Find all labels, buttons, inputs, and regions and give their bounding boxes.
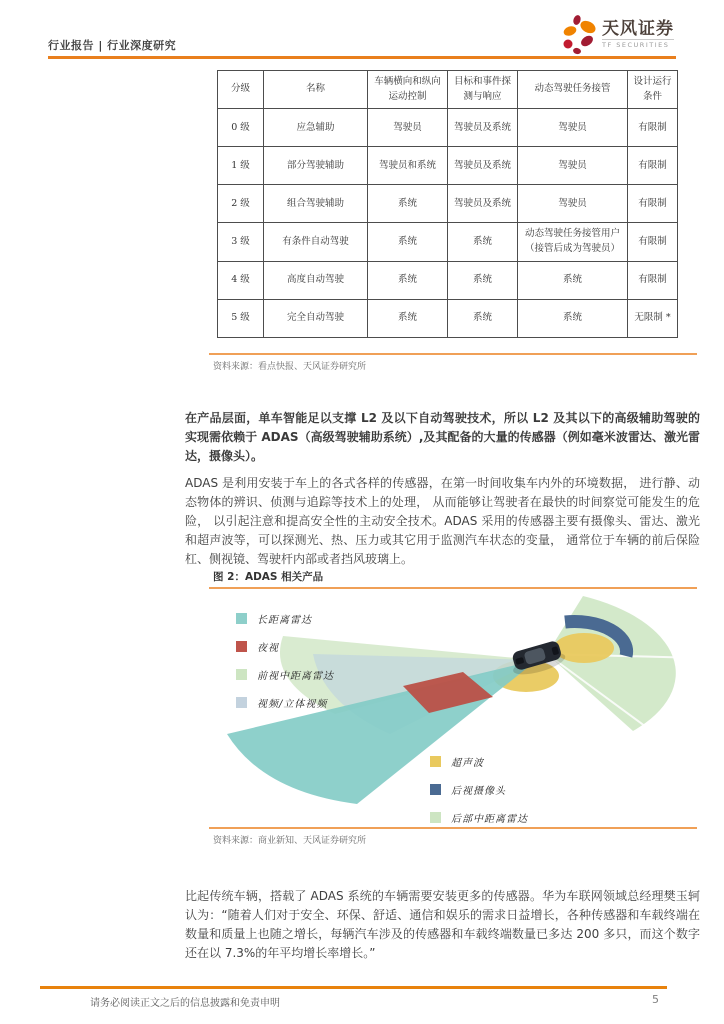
table-cell: 2 级 (218, 185, 264, 223)
legend-label: 后视摄像头 (451, 786, 506, 797)
table-cell: 无限制 * (628, 299, 678, 337)
report-breadcrumb: 行业报告 | 行业深度研究 (48, 39, 177, 52)
footer-page-number: 5 (652, 993, 659, 1006)
table-cell: 驾驶员 (518, 147, 628, 185)
figure-legend-left (236, 613, 334, 725)
legend-item (430, 784, 528, 795)
table-cell: 0 级 (218, 109, 264, 147)
table-cell: 系统 (448, 261, 518, 299)
figure-bottom-rule (209, 827, 697, 829)
table-source: 资料来源：看点快报、天风证券研究所 (213, 362, 367, 372)
legend-label: 夜视 (257, 643, 279, 654)
legend-label: 视频/立体视频 (257, 699, 328, 710)
table-cell: 1 级 (218, 147, 264, 185)
figure-top-rule (209, 587, 697, 589)
table-cell: 有限制 (628, 147, 678, 185)
table-cell: 高度自动驾驶 (264, 261, 368, 299)
table-cell: 组合驾驶辅助 (264, 185, 368, 223)
table-cell: 系统 (518, 261, 628, 299)
table-header-row (218, 71, 678, 109)
table-cell: 系统 (518, 299, 628, 337)
table-cell: 有限制 (628, 109, 678, 147)
table-row (218, 223, 678, 261)
legend-swatch-icon (236, 697, 247, 708)
table-row (218, 261, 678, 299)
paragraph-1: 在产品层面，单车智能足以支撑 L2 及以下自动驾驶技术，所以 L2 及其以下的高级辅助驾驶的实现需依赖于 ADAS（高级驾驶辅助系统）,及其配备的大量的传感器（例如毫米波雷达、激光雷达，摄像头）。 (185, 411, 700, 463)
legend-swatch-icon (430, 784, 441, 795)
footer-rule (40, 986, 667, 989)
table-cell: 系统 (448, 299, 518, 337)
adas-levels-table (217, 70, 678, 338)
table-cell: 驾驶员及系统 (448, 147, 518, 185)
table-column-header: 车辆横向和纵向运动控制 (368, 71, 448, 109)
legend-label: 超声波 (451, 758, 484, 769)
figure-source: 资料来源：商业新知、天风证券研究所 (213, 836, 367, 846)
table-cell: 驾驶员 (518, 109, 628, 147)
table-cell: 完全自动驾驶 (264, 299, 368, 337)
legend-label: 后部中距离雷达 (451, 814, 528, 825)
legend-swatch-icon (430, 756, 441, 767)
table-column-header: 动态驾驶任务接管 (518, 71, 628, 109)
brand-flower-icon (560, 14, 600, 56)
table-cell: 4 级 (218, 261, 264, 299)
paragraph-2: ADAS 是利用安装于车上的各式各样的传感器，在第一时间收集车内外的环境数据， 进行静、动态物体的辨识、侦测与追踪等技术上的处理， 从而能够让驾驶者在最快的时间察觉可能发生的危险， 以引起注意和提高安全性的主动安全技术。ADAS 采用的传感器主要有摄像头、雷达、激光和超声波等，可以探测光、热、压力或其它用于监测汽车状态的变量， 通常位于车辆的前后保险杠、侧视镜、驾驶杆内部或者挡风玻璃上。 (185, 476, 700, 566)
table-cell: 有限制 (628, 261, 678, 299)
table-row (218, 147, 678, 185)
table-cell: 系统 (368, 185, 448, 223)
table-cell: 5 级 (218, 299, 264, 337)
table-row (218, 109, 678, 147)
brand-subtitle: TF SECURITIES (602, 39, 674, 49)
table-cell: 应急辅助 (264, 109, 368, 147)
table-cell: 驾驶员和系统 (368, 147, 448, 185)
table-cell: 有限制 (628, 223, 678, 261)
table-cell: 驾驶员 (518, 185, 628, 223)
table-row (218, 299, 678, 337)
legend-label: 前视中距离雷达 (257, 671, 334, 682)
footer-disclaimer: 请务必阅读正文之后的信息披露和免责申明 (90, 998, 280, 1009)
table-cell: 部分驾驶辅助 (264, 147, 368, 185)
table-cell: 系统 (448, 223, 518, 261)
legend-item (236, 641, 334, 652)
table-column-header: 分级 (218, 71, 264, 109)
table-cell: 3 级 (218, 223, 264, 261)
table-cell: 驾驶员及系统 (448, 109, 518, 147)
adas-products-figure (185, 596, 700, 825)
brand-logo (560, 14, 690, 56)
table-cell: 系统 (368, 299, 448, 337)
table-cell: 系统 (368, 223, 448, 261)
legend-swatch-icon (236, 641, 247, 652)
table-bottom-rule (209, 353, 697, 355)
legend-item (236, 669, 334, 680)
legend-swatch-icon (236, 613, 247, 624)
table-cell: 系统 (368, 261, 448, 299)
figure-title: 图 2：ADAS 相关产品 (213, 571, 324, 583)
legend-item (236, 697, 334, 708)
legend-label: 长距离雷达 (257, 615, 312, 626)
table-column-header: 设计运行条件 (628, 71, 678, 109)
table-cell: 有限制 (628, 185, 678, 223)
table-row (218, 185, 678, 223)
brand-name: 天风证券 (602, 19, 674, 39)
paragraph-3: 比起传统车辆，搭载了 ADAS 系统的车辆需要安装更多的传感器。华为车联网领域总经理樊玉轲认为：“随着人们对于安全、环保、舒适、通信和娱乐的需求日益增长，各种传感器和车载终端在数量和质量上也随之增长，每辆汽车涉及的传感器和车载终端数量已多达 200 多只，而这个数字还在以 7.3%的年平均增长率增长。” (185, 889, 700, 960)
table-column-header: 名称 (264, 71, 368, 109)
header-rule (48, 56, 676, 59)
table-cell: 驾驶员 (368, 109, 448, 147)
legend-item (236, 613, 334, 624)
legend-swatch-icon (236, 669, 247, 680)
table-cell: 有条件自动驾驶 (264, 223, 368, 261)
legend-item (430, 812, 528, 823)
table-cell: 动态驾驶任务接管用户（接管后成为驾驶员） (518, 223, 628, 261)
legend-swatch-icon (430, 812, 441, 823)
table-column-header: 目标和事件探测与响应 (448, 71, 518, 109)
legend-item (430, 756, 528, 767)
table-cell: 驾驶员及系统 (448, 185, 518, 223)
